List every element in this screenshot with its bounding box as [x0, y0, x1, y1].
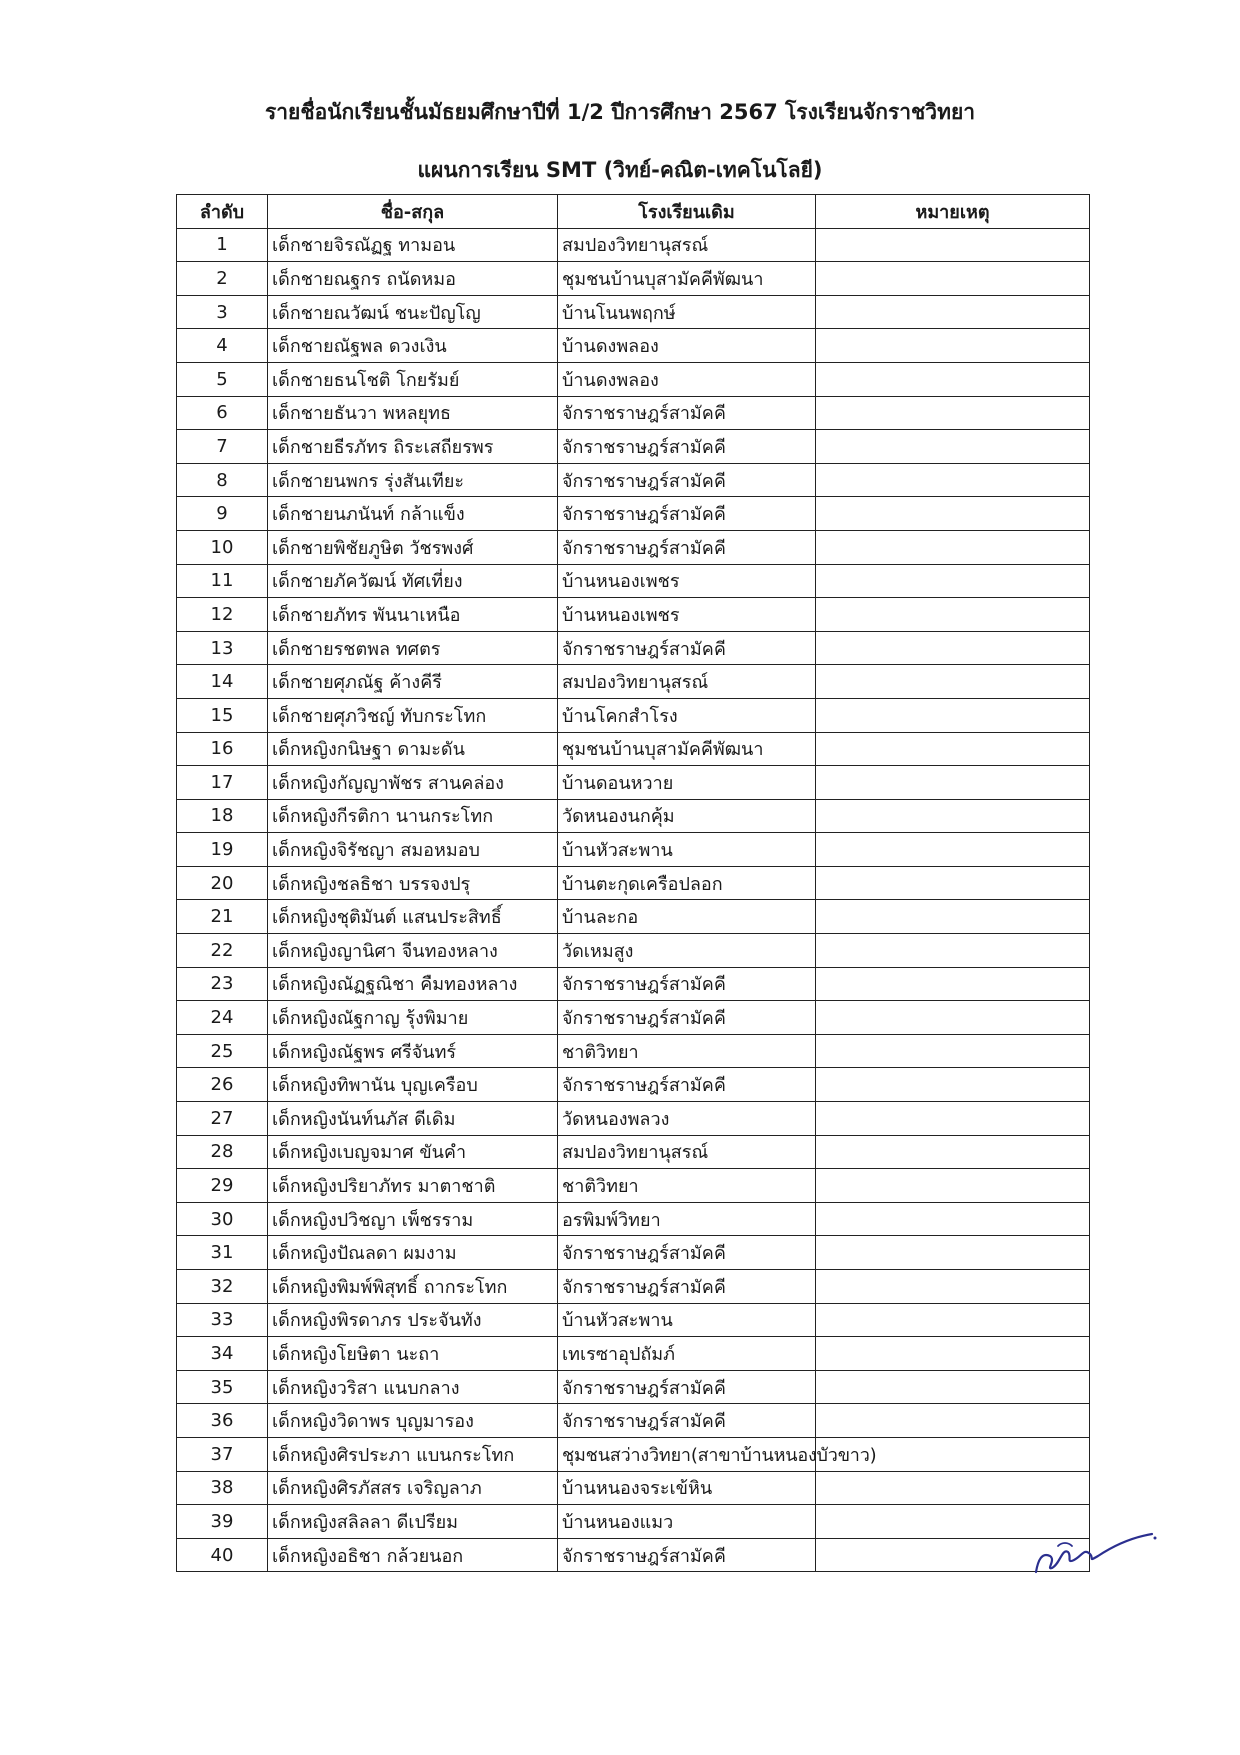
table-row: [177, 1270, 1090, 1304]
student-name: เด็กหญิงโยษิตา นะถา: [268, 1337, 558, 1371]
column-header-previous-school: โรงเรียนเดิม: [558, 195, 816, 229]
table-row: [177, 1437, 1090, 1471]
student-name: เด็กชายธนโชติ โกยรัมย์: [268, 362, 558, 396]
previous-school: บ้านโคกสำโรง: [558, 698, 816, 732]
table-row: [177, 430, 1090, 464]
row-number: 11: [177, 564, 268, 598]
row-number: 23: [177, 967, 268, 1001]
previous-school: จักราชราษฎร์สามัคคี: [558, 1068, 816, 1102]
row-number: 38: [177, 1471, 268, 1505]
document-subtitle: แผนการเรียน SMT (วิทย์-คณิต-เทคโนโลยี): [417, 158, 823, 182]
previous-school: บ้านหนองเพชร: [558, 598, 816, 632]
previous-school: วัดหนองพลวง: [558, 1102, 816, 1136]
previous-school: บ้านดงพลอง: [558, 329, 816, 363]
table-row: [177, 329, 1090, 363]
row-number: 16: [177, 732, 268, 766]
table-row: [177, 799, 1090, 833]
previous-school: ชุมชนสว่างวิทยา(สาขาบ้านหนองบัวขาว): [558, 1437, 816, 1471]
table-row: [177, 967, 1090, 1001]
student-roster-table: [176, 194, 1090, 1572]
student-name: เด็กหญิงปวิชญา เพ็ชรราม: [268, 1202, 558, 1236]
row-number: 19: [177, 833, 268, 867]
student-name: เด็กชายณวัฒน์ ชนะปัญโญ: [268, 295, 558, 329]
table-row: [177, 1068, 1090, 1102]
student-name: เด็กหญิงกนิษฐา ดามะดัน: [268, 732, 558, 766]
previous-school: จักราชราษฎร์สามัคคี: [558, 967, 816, 1001]
previous-school: บ้านโนนพฤกษ์: [558, 295, 816, 329]
row-number: 30: [177, 1202, 268, 1236]
remarks: [816, 1102, 1090, 1136]
table-row: [177, 1471, 1090, 1505]
table-row: [177, 564, 1090, 598]
previous-school: บ้านดงพลอง: [558, 362, 816, 396]
row-number: 37: [177, 1437, 268, 1471]
document-title: รายชื่อนักเรียนชั้นมัธยมศึกษาปีที่ 1/2 ปีการศึกษา 2567 โรงเรียนจักราชวิทยา: [264, 100, 976, 124]
table-row: [177, 396, 1090, 430]
column-header-number: ลำดับ: [177, 195, 268, 229]
remarks: [816, 1270, 1090, 1304]
table-row: [177, 1102, 1090, 1136]
previous-school: บ้านละกอ: [558, 900, 816, 934]
previous-school: สมปองวิทยานุสรณ์: [558, 1135, 816, 1169]
remarks: [816, 1303, 1090, 1337]
remarks: [816, 833, 1090, 867]
previous-school: จักราชราษฎร์สามัคคี: [558, 1270, 816, 1304]
row-number: 3: [177, 295, 268, 329]
previous-school: บ้านหัวสะพาน: [558, 1303, 816, 1337]
row-number: 14: [177, 665, 268, 699]
table-row: [177, 530, 1090, 564]
student-name: เด็กหญิงกีรติกา นานกระโทก: [268, 799, 558, 833]
table-row: [177, 900, 1090, 934]
student-name: เด็กหญิงศิรประภา แบนกระโทก: [268, 1437, 558, 1471]
remarks: [816, 564, 1090, 598]
table-row: [177, 1303, 1090, 1337]
student-name: เด็กหญิงณัฐกาญ รุ้งพิมาย: [268, 1001, 558, 1035]
remarks: [816, 1068, 1090, 1102]
previous-school: ชุมชนบ้านบุสามัคคีพัฒนา: [558, 262, 816, 296]
student-name: เด็กหญิงปัณลดา ผมงาม: [268, 1236, 558, 1270]
previous-school: จักราชราษฎร์สามัคคี: [558, 463, 816, 497]
student-name: เด็กชายจิรณัฏฐ ทามอน: [268, 228, 558, 262]
table-row: [177, 1001, 1090, 1035]
student-name: เด็กหญิงวิดาพร บุญมารอง: [268, 1404, 558, 1438]
student-name: เด็กหญิงชลธิชา บรรจงปรุ: [268, 866, 558, 900]
row-number: 6: [177, 396, 268, 430]
row-number: 24: [177, 1001, 268, 1035]
student-name: เด็กชายธันวา พหลยุทธ: [268, 396, 558, 430]
student-name: เด็กชายณัฐพล ดวงเงิน: [268, 329, 558, 363]
remarks: [816, 295, 1090, 329]
row-number: 28: [177, 1135, 268, 1169]
table-row: [177, 1404, 1090, 1438]
student-name: เด็กชายนภนันท์ กล้าแข็ง: [268, 497, 558, 531]
remarks: [816, 1001, 1090, 1035]
remarks: [816, 1135, 1090, 1169]
previous-school: บ้านหนองแมว: [558, 1505, 816, 1539]
remarks: [816, 1337, 1090, 1371]
table-row: [177, 1202, 1090, 1236]
row-number: 29: [177, 1169, 268, 1203]
previous-school: จักราชราษฎร์สามัคคี: [558, 1538, 816, 1572]
row-number: 22: [177, 934, 268, 968]
remarks: [816, 497, 1090, 531]
table-row: [177, 766, 1090, 800]
student-name: เด็กหญิงปริยาภัทร มาตาชาติ: [268, 1169, 558, 1203]
row-number: 8: [177, 463, 268, 497]
student-name: เด็กชายรชตพล ทศตร: [268, 631, 558, 665]
row-number: 7: [177, 430, 268, 464]
table-row: [177, 1034, 1090, 1068]
remarks: [816, 866, 1090, 900]
remarks: [816, 967, 1090, 1001]
remarks: [816, 530, 1090, 564]
row-number: 18: [177, 799, 268, 833]
table-row: [177, 934, 1090, 968]
previous-school: เทเรซาอุปถัมภ์: [558, 1337, 816, 1371]
row-number: 21: [177, 900, 268, 934]
row-number: 15: [177, 698, 268, 732]
row-number: 25: [177, 1034, 268, 1068]
row-number: 20: [177, 866, 268, 900]
table-row: [177, 833, 1090, 867]
previous-school: จักราชราษฎร์สามัคคี: [558, 497, 816, 531]
table-row: [177, 295, 1090, 329]
row-number: 12: [177, 598, 268, 632]
remarks: [816, 665, 1090, 699]
table-row: [177, 598, 1090, 632]
table-header-row: [177, 195, 1090, 229]
previous-school: ชุมชนบ้านบุสามัคคีพัฒนา: [558, 732, 816, 766]
signature: [1028, 1512, 1158, 1582]
previous-school: บ้านดอนหวาย: [558, 766, 816, 800]
student-name: เด็กหญิงพิรดาภร ประจันทัง: [268, 1303, 558, 1337]
row-number: 5: [177, 362, 268, 396]
remarks: [816, 1471, 1090, 1505]
student-name: เด็กชายณฐกร ถนัดหมอ: [268, 262, 558, 296]
row-number: 34: [177, 1337, 268, 1371]
table-row: [177, 1370, 1090, 1404]
student-name: เด็กชายศุภวิชญ์ ทับกระโทก: [268, 698, 558, 732]
remarks: [816, 430, 1090, 464]
remarks: [816, 396, 1090, 430]
remarks: [816, 1236, 1090, 1270]
table-row: [177, 866, 1090, 900]
table-row: [177, 497, 1090, 531]
remarks: [816, 362, 1090, 396]
row-number: 26: [177, 1068, 268, 1102]
table-row: [177, 362, 1090, 396]
previous-school: ชาติวิทยา: [558, 1169, 816, 1203]
row-number: 31: [177, 1236, 268, 1270]
previous-school: วัดหนองนกคุ้ม: [558, 799, 816, 833]
table-row: [177, 463, 1090, 497]
student-name: เด็กหญิงสลิลลา ดีเปรียม: [268, 1505, 558, 1539]
student-name: เด็กชายธีรภัทร ถิระเสถียรพร: [268, 430, 558, 464]
student-name: เด็กหญิงจิรัชญา สมอหมอบ: [268, 833, 558, 867]
row-number: 35: [177, 1370, 268, 1404]
row-number: 10: [177, 530, 268, 564]
previous-school: บ้านหัวสะพาน: [558, 833, 816, 867]
remarks: [816, 1034, 1090, 1068]
table-row: [177, 1135, 1090, 1169]
row-number: 4: [177, 329, 268, 363]
table-row: [177, 262, 1090, 296]
remarks: [816, 766, 1090, 800]
student-name: เด็กชายนพกร รุ่งสันเทียะ: [268, 463, 558, 497]
table-row: [177, 631, 1090, 665]
previous-school: ชาติวิทยา: [558, 1034, 816, 1068]
table-row: [177, 1236, 1090, 1270]
previous-school: จักราชราษฎร์สามัคคี: [558, 1404, 816, 1438]
signature-stroke: [1036, 1534, 1152, 1572]
row-number: 33: [177, 1303, 268, 1337]
student-name: เด็กหญิงพิมพ์พิสุทธิ์ ถากระโทก: [268, 1270, 558, 1304]
table-row: [177, 698, 1090, 732]
column-header-remarks: หมายเหตุ: [816, 195, 1090, 229]
remarks: [816, 262, 1090, 296]
student-name: เด็กหญิงกัญญาพัชร สานคล่อง: [268, 766, 558, 800]
previous-school: สมปองวิทยานุสรณ์: [558, 228, 816, 262]
table-row: [177, 1505, 1090, 1539]
row-number: 13: [177, 631, 268, 665]
table-row: [177, 1337, 1090, 1371]
column-header-name: ชื่อ-สกุล: [268, 195, 558, 229]
remarks: [816, 1404, 1090, 1438]
remarks: [816, 1169, 1090, 1203]
previous-school: จักราชราษฎร์สามัคคี: [558, 1370, 816, 1404]
previous-school: จักราชราษฎร์สามัคคี: [558, 631, 816, 665]
row-number: 39: [177, 1505, 268, 1539]
row-number: 9: [177, 497, 268, 531]
table-row: [177, 665, 1090, 699]
row-number: 1: [177, 228, 268, 262]
previous-school: จักราชราษฎร์สามัคคี: [558, 1001, 816, 1035]
remarks: [816, 598, 1090, 632]
table-row: [177, 732, 1090, 766]
row-number: 36: [177, 1404, 268, 1438]
student-name: เด็กหญิงณัฏฐณิชา คืมทองหลาง: [268, 967, 558, 1001]
table-row: [177, 1169, 1090, 1203]
remarks: [816, 799, 1090, 833]
previous-school: วัดเหมสูง: [558, 934, 816, 968]
previous-school: จักราชราษฎร์สามัคคี: [558, 1236, 816, 1270]
student-name: เด็กหญิงวริสา แนบกลาง: [268, 1370, 558, 1404]
remarks: [816, 1202, 1090, 1236]
previous-school: สมปองวิทยานุสรณ์: [558, 665, 816, 699]
student-name: เด็กชายภัทร พันนาเหนือ: [268, 598, 558, 632]
student-name: เด็กหญิงทิพานัน บุญเครือบ: [268, 1068, 558, 1102]
previous-school: จักราชราษฎร์สามัคคี: [558, 530, 816, 564]
student-name: เด็กหญิงศิรภัสสร เจริญลาภ: [268, 1471, 558, 1505]
row-number: 27: [177, 1102, 268, 1136]
remarks: [816, 228, 1090, 262]
student-name: เด็กหญิงเบญจมาศ ขันคำ: [268, 1135, 558, 1169]
remarks: [816, 463, 1090, 497]
student-name: เด็กหญิงชุติมันต์ แสนประสิทธิ์: [268, 900, 558, 934]
previous-school: จักราชราษฎร์สามัคคี: [558, 396, 816, 430]
student-name: เด็กหญิงณัฐพร ศรีจันทร์: [268, 1034, 558, 1068]
student-name: เด็กหญิงญานิศา จีนทองหลาง: [268, 934, 558, 968]
previous-school: จักราชราษฎร์สามัคคี: [558, 430, 816, 464]
remarks: [816, 900, 1090, 934]
row-number: 17: [177, 766, 268, 800]
remarks: [816, 631, 1090, 665]
remarks: [816, 1370, 1090, 1404]
previous-school: บ้านตะกุดเครือปลอก: [558, 866, 816, 900]
remarks: [816, 329, 1090, 363]
student-name: เด็กชายพิชัยภูษิต วัชรพงศ์: [268, 530, 558, 564]
table-row: [177, 228, 1090, 262]
student-name: เด็กหญิงนันท์นภัส ดีเดิม: [268, 1102, 558, 1136]
previous-school: อรพิมพ์วิทยา: [558, 1202, 816, 1236]
table-row: [177, 1538, 1090, 1572]
table-body: [177, 228, 1090, 1572]
row-number: 40: [177, 1538, 268, 1572]
student-name: เด็กชายภัควัฒน์ ทัศเที่ยง: [268, 564, 558, 598]
student-name: เด็กหญิงอธิชา กล้วยนอก: [268, 1538, 558, 1572]
student-name: เด็กชายศุภณัฐ ค้างคีรี: [268, 665, 558, 699]
remarks: [816, 934, 1090, 968]
previous-school: บ้านหนองเพชร: [558, 564, 816, 598]
previous-school: บ้านหนองจระเข้หิน: [558, 1471, 816, 1505]
row-number: 32: [177, 1270, 268, 1304]
remarks: [816, 732, 1090, 766]
remarks: [816, 698, 1090, 732]
row-number: 2: [177, 262, 268, 296]
